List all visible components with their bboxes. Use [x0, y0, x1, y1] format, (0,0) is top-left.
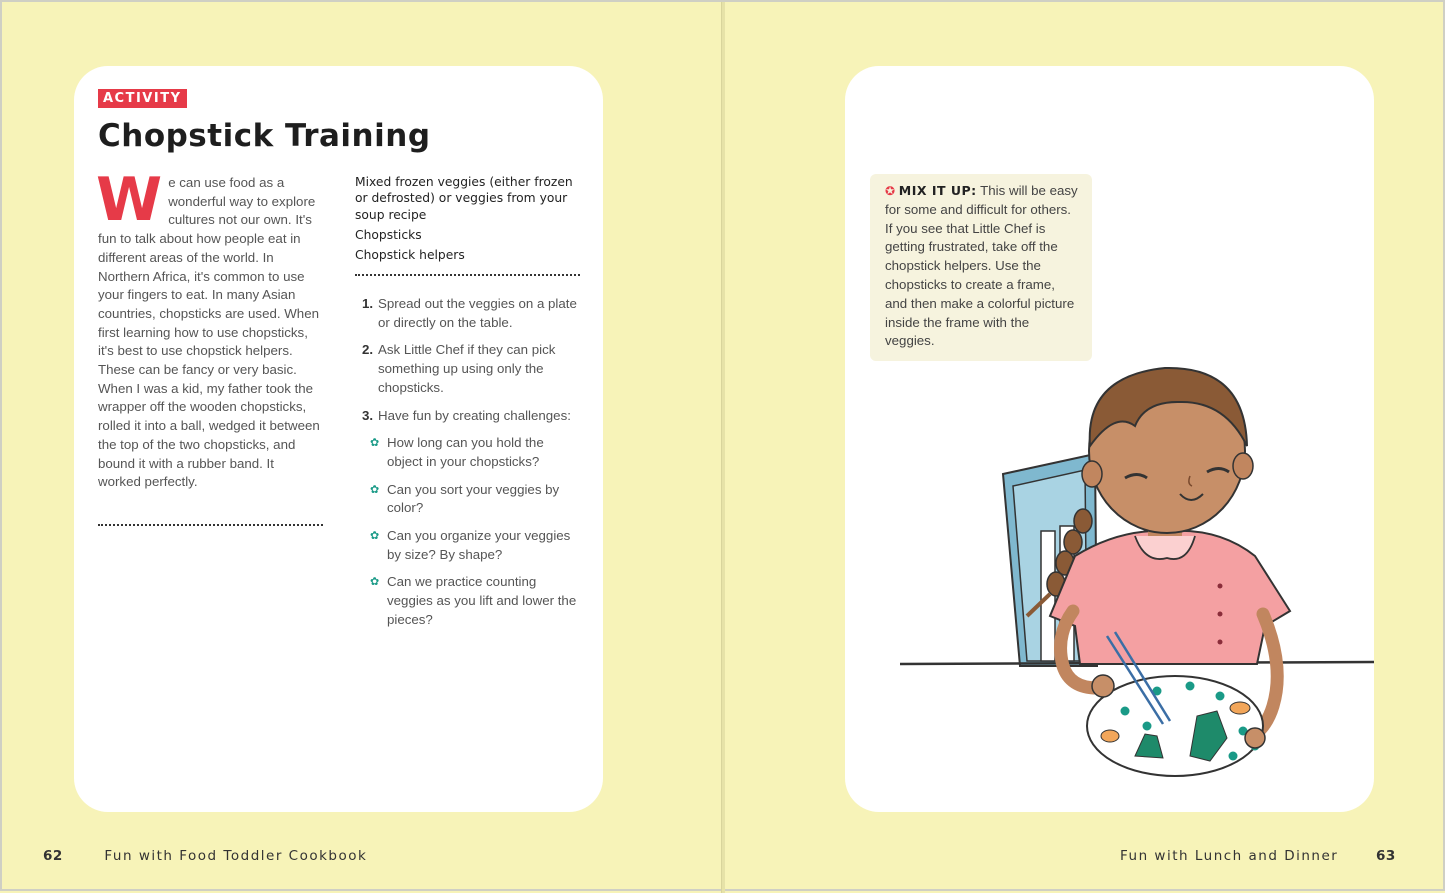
supplies-list: [355, 174, 580, 267]
step-number: 1.: [362, 296, 374, 311]
illustration-card: [845, 66, 1374, 812]
step-text: Have fun by creating challenges:: [378, 407, 571, 423]
right-footer: [1120, 848, 1396, 864]
supply-item: Chopstick helpers: [355, 248, 465, 263]
step-item: [362, 407, 582, 426]
chapter-title: Fun with Lunch and Dinner: [1120, 848, 1339, 864]
flower-bullet-icon: ✿: [370, 576, 380, 589]
steps-list: [362, 295, 582, 639]
challenge-item: [370, 527, 582, 564]
supply-item: Mixed frozen veggies (either frozen or defrosted) or veggies from your soup recipe: [355, 175, 573, 222]
supply-item: Chopsticks: [355, 227, 422, 242]
page-number: 63: [1375, 848, 1396, 864]
star-badge-icon: ✪: [885, 184, 896, 198]
step-item: [362, 295, 582, 332]
flower-bullet-icon: ✿: [370, 530, 380, 543]
flower-bullet-icon: ✿: [370, 437, 380, 450]
step-text: Ask Little Chef if they can pick something up using only the chopsticks.: [378, 342, 556, 395]
challenge-text: Can you sort your veggies by color?: [387, 481, 560, 516]
child-eating-illustration: [845, 66, 1374, 812]
left-page: [2, 2, 721, 893]
left-footer: [43, 848, 367, 864]
right-page: [725, 2, 1445, 893]
intro-paragraph: [96, 165, 320, 492]
challenge-text: Can we practice counting veggies as you lift and lower the pieces?: [387, 574, 577, 627]
challenge-item: [370, 481, 582, 518]
step-number: 3.: [362, 407, 374, 423]
activity-card: [74, 66, 603, 812]
page-title: Chopstick Training: [98, 118, 431, 154]
activity-badge: ACTIVITY: [98, 89, 187, 108]
step-number: 2.: [362, 342, 374, 358]
step-item: [362, 341, 582, 397]
dotted-divider: [355, 274, 580, 276]
tip-label: MIX IT UP:: [898, 183, 977, 198]
challenge-text: Can you organize your veggies by size? By shape?: [387, 528, 571, 562]
challenge-list: [370, 434, 582, 629]
tip-text: This will be easy for some and difficult for others. If you see that Little Chef is getting frustrated, take off the chopstick helpers. Use the chopsticks to create a frame, and then make a colorful picture inside the frame with the veggies.: [885, 183, 1078, 349]
drop-cap: W: [96, 165, 163, 235]
dotted-divider: [98, 524, 323, 526]
book-title: Fun with Food Toddler Cookbook: [104, 848, 368, 864]
challenge-item: [370, 434, 582, 471]
challenge-text: How long can you hold the object in your chopsticks?: [387, 435, 544, 469]
challenge-item: [370, 573, 582, 629]
flower-bullet-icon: ✿: [370, 483, 380, 496]
step-text: Spread out the veggies on a plate or directly on the table.: [378, 296, 577, 330]
intro-text: e can use food as a wonderful way to explore cultures not our own. It's fun to talk about how people eat in different areas of the world. In Northern Africa, it's common to use your fingers to eat. In many Asian countries, chopsticks are used. When first learning how to use chopsticks, it's best to use chopstick helpers. These can be fancy or very basic. When I was a kid, my father took the wrapper off the wooden chopsticks, rolled it into a ball, wedged it between the top of the two chopsticks, and bound it with a rubber band. It worked perfectly.: [98, 175, 320, 490]
page-number: 62: [43, 848, 63, 864]
